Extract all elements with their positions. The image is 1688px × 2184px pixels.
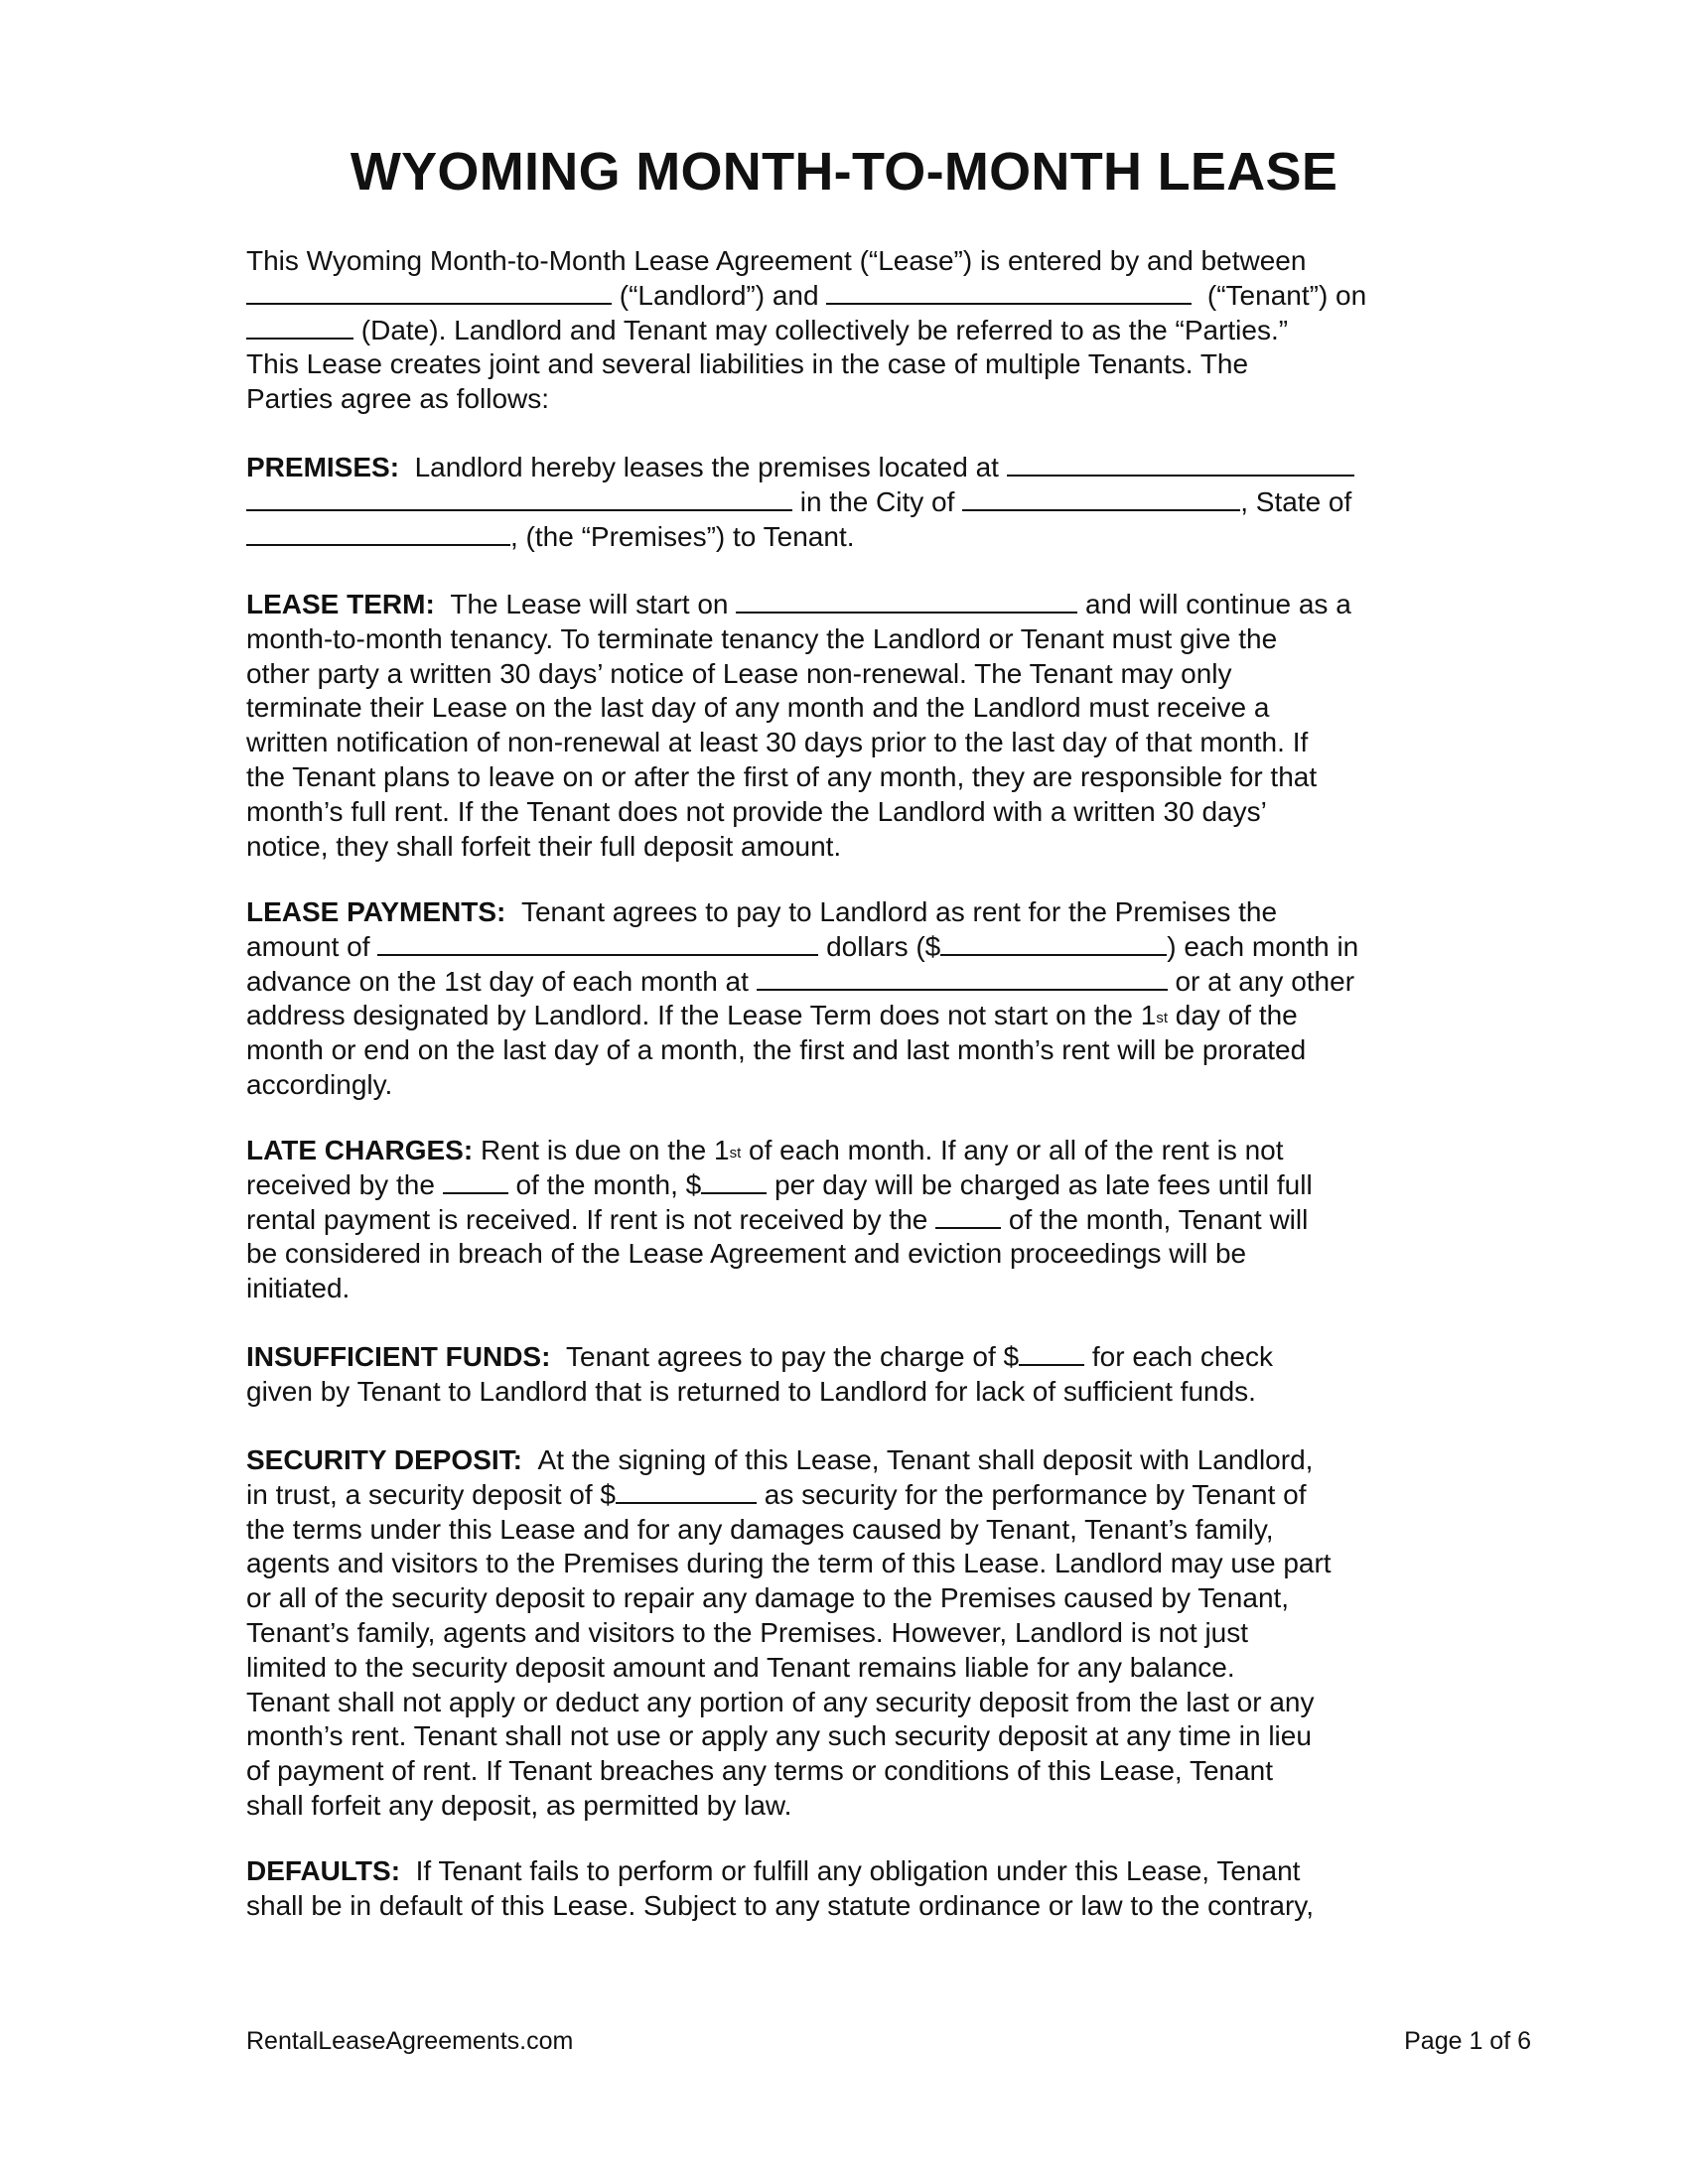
lease-term-text: and will continue as a xyxy=(1085,589,1351,619)
lease-term-line: month’s full rent. If the Tenant does not provide the Landlord with a written 30 days’ xyxy=(246,795,1267,827)
tenant-label: (“Tenant”) on xyxy=(1206,279,1367,311)
lease-payments-text: amount of xyxy=(246,930,370,962)
lease-payments-text: address designated by Landlord. If the Lease Term does not start on the 1 xyxy=(246,1000,1157,1031)
lease-payments-heading: LEASE PAYMENTS: xyxy=(246,896,506,927)
lease-term-line: written notification of non-renewal at least 30 days prior to the last day of that month. If xyxy=(246,727,1309,758)
lease-payments-line: month or end on the last day of a month, the first and last month’s rent will be prorated xyxy=(246,1034,1307,1066)
premises-address-field-2[interactable] xyxy=(246,485,792,511)
late-charges-text: rental payment is received. If rent is not received by the xyxy=(246,1203,928,1235)
insufficient-funds-heading: INSUFFICIENT FUNDS: xyxy=(246,1341,551,1372)
late-day-field[interactable] xyxy=(443,1168,508,1194)
premises-text: in the City of xyxy=(799,485,955,517)
deposit-amount-field[interactable] xyxy=(616,1478,757,1504)
security-deposit-line: limited to the security deposit amount and Tenant remains liable for any balance. xyxy=(246,1651,1235,1683)
date-field[interactable] xyxy=(246,314,353,340)
premises-line xyxy=(246,520,1458,555)
lease-payments-text: advance on the 1st day of each month at xyxy=(246,965,749,997)
intro-line: Parties agree as follows: xyxy=(246,383,550,415)
lease-payments-line xyxy=(246,930,1458,965)
late-charges-line xyxy=(246,1168,1458,1203)
state-field[interactable] xyxy=(246,520,510,546)
premises-heading: PREMISES: xyxy=(246,452,400,482)
late-charges-section xyxy=(246,1134,1458,1306)
security-deposit-text: in trust, a security deposit of $ xyxy=(246,1478,616,1510)
lease-term-line: month-to-month tenancy. To terminate tenancy the Landlord or Tenant must give the xyxy=(246,622,1278,654)
intro-paragraph xyxy=(246,244,1458,417)
defaults-text: If Tenant fails to perform or fulfill any obligation under this Lease, Tenant xyxy=(415,1855,1301,1886)
lease-payments-line: accordingly. xyxy=(246,1068,393,1100)
security-deposit-section xyxy=(246,1443,1458,1824)
lease-payments-text: or at any other xyxy=(1175,965,1355,997)
security-deposit-line: the terms under this Lease and for any damages caused by Tenant, Tenant’s family, xyxy=(246,1513,1274,1545)
intro-text: (Date). Landlord and Tenant may collectively be referred to as the “Parties.” xyxy=(360,314,1289,345)
landlord-label: (“Landlord”) and xyxy=(619,279,819,311)
premises-text: , State of xyxy=(1240,485,1352,517)
insufficient-funds-section xyxy=(246,1340,1458,1410)
ordinal-suffix: st xyxy=(1156,1010,1168,1027)
insufficient-funds-line xyxy=(246,1340,1458,1375)
lease-term-line: terminate their Lease on the last day of any month and the Landlord must receive a xyxy=(246,692,1270,724)
defaults-line xyxy=(246,1854,1458,1889)
security-deposit-line: Tenant’s family, agents and visitors to the Premises. However, Landlord is not just xyxy=(246,1616,1249,1648)
premises-text: Landlord hereby leases the premises located at xyxy=(414,452,999,482)
insufficient-funds-line: given by Tenant to Landlord that is returned to Landlord for lack of sufficient funds. xyxy=(246,1375,1256,1407)
late-charges-line xyxy=(246,1134,1458,1168)
city-field[interactable] xyxy=(962,485,1240,511)
security-deposit-text: as security for the performance by Tenant of xyxy=(764,1478,1307,1510)
lease-term-heading: LEASE TERM: xyxy=(246,589,435,619)
lease-term-section xyxy=(246,588,1458,864)
lease-payments-line xyxy=(246,965,1458,1000)
security-deposit-line xyxy=(246,1443,1458,1478)
ordinal-suffix: st xyxy=(729,1145,742,1161)
late-charges-text: of the month, $ xyxy=(515,1168,702,1200)
late-charges-text: received by the xyxy=(246,1168,435,1200)
insufficient-funds-text: for each check xyxy=(1091,1341,1273,1372)
nsf-charge-field[interactable] xyxy=(1019,1340,1084,1366)
lease-payments-line xyxy=(246,999,1458,1033)
security-deposit-line: shall forfeit any deposit, as permitted by law. xyxy=(246,1789,792,1821)
breach-day-field[interactable] xyxy=(935,1203,1001,1229)
premises-address-field[interactable] xyxy=(1007,451,1354,477)
rent-amount-field[interactable] xyxy=(940,930,1167,956)
late-charges-text: Rent is due on the 1 xyxy=(480,1135,730,1165)
footer-site: RentalLeaseAgreements.com xyxy=(246,2027,574,2055)
late-charges-heading: LATE CHARGES: xyxy=(246,1135,474,1165)
lease-payments-text: Tenant agrees to pay to Landlord as rent for the Premises the xyxy=(520,896,1278,927)
security-deposit-line: or all of the security deposit to repair any damage to the Premises caused by Tenant, xyxy=(246,1582,1290,1614)
lease-term-line: other party a written 30 days’ notice of Lease non-renewal. The Tenant may only xyxy=(246,657,1232,689)
premises-section xyxy=(246,451,1458,554)
late-charges-text: of the month, Tenant will xyxy=(1008,1203,1309,1235)
intro-line: This Wyoming Month-to-Month Lease Agreement (“Lease”) is entered by and between xyxy=(246,245,1307,276)
late-charges-line: initiated. xyxy=(246,1273,351,1304)
lease-term-line: the Tenant plans to leave on or after the first of any month, they are responsible for that xyxy=(246,760,1318,792)
premises-text: , (the “Premises”) to Tenant. xyxy=(510,520,855,552)
lease-payments-text: day of the xyxy=(1167,1000,1298,1031)
rent-amount-words-field[interactable] xyxy=(377,930,818,956)
tenant-name-field[interactable] xyxy=(826,279,1192,305)
lease-term-line xyxy=(246,588,1458,622)
late-fee-field[interactable] xyxy=(701,1168,767,1194)
security-deposit-line: of payment of rent. If Tenant breaches any terms or conditions of this Lease, Tenant xyxy=(246,1755,1274,1787)
security-deposit-line: Tenant shall not apply or deduct any portion of any security deposit from the last or any xyxy=(246,1686,1315,1717)
lease-term-line: notice, they shall forfeit their full deposit amount. xyxy=(246,830,842,862)
security-deposit-line: agents and visitors to the Premises during the term of this Lease. Landlord may use part xyxy=(246,1548,1332,1579)
defaults-heading: DEFAULTS: xyxy=(246,1855,401,1886)
lease-payments-section xyxy=(246,895,1458,1103)
insufficient-funds-text: Tenant agrees to pay the charge of $ xyxy=(566,1341,1020,1372)
page-title: WYOMING MONTH-TO-MONTH LEASE xyxy=(350,142,1338,202)
intro-line xyxy=(246,314,1458,348)
intro-line: This Lease creates joint and several liabilities in the case of multiple Tenants. The xyxy=(246,348,1249,380)
security-deposit-line xyxy=(246,1478,1458,1513)
defaults-line: shall be in default of this Lease. Subject to any statute ordinance or law to the contrary, xyxy=(246,1889,1315,1921)
landlord-name-field[interactable] xyxy=(246,279,612,305)
lease-payments-text: dollars ($ xyxy=(826,930,941,962)
late-charges-text: per day will be charged as late fees until full xyxy=(774,1168,1313,1200)
late-charges-line xyxy=(246,1203,1458,1238)
premises-line xyxy=(246,451,1458,485)
late-charges-text: of each month. If any or all of the rent is not xyxy=(741,1135,1284,1165)
start-date-field[interactable] xyxy=(736,588,1077,614)
premises-line xyxy=(246,485,1458,520)
defaults-section xyxy=(246,1854,1458,1924)
security-deposit-heading: SECURITY DEPOSIT: xyxy=(246,1444,522,1475)
security-deposit-text: At the signing of this Lease, Tenant shall deposit with Landlord, xyxy=(537,1444,1314,1475)
lease-payments-text: ) each month in xyxy=(1167,930,1359,962)
security-deposit-line: month’s rent. Tenant shall not use or apply any such security deposit at any time in lieu xyxy=(246,1720,1312,1752)
intro-line xyxy=(246,279,1458,314)
footer-page-number: Page 1 of 6 xyxy=(1404,2027,1531,2055)
lease-payments-line xyxy=(246,895,1458,930)
payment-address-field[interactable] xyxy=(757,965,1168,991)
late-charges-line: be considered in breach of the Lease Agreement and eviction proceedings will be xyxy=(246,1238,1247,1270)
lease-term-text: The Lease will start on xyxy=(450,589,729,619)
